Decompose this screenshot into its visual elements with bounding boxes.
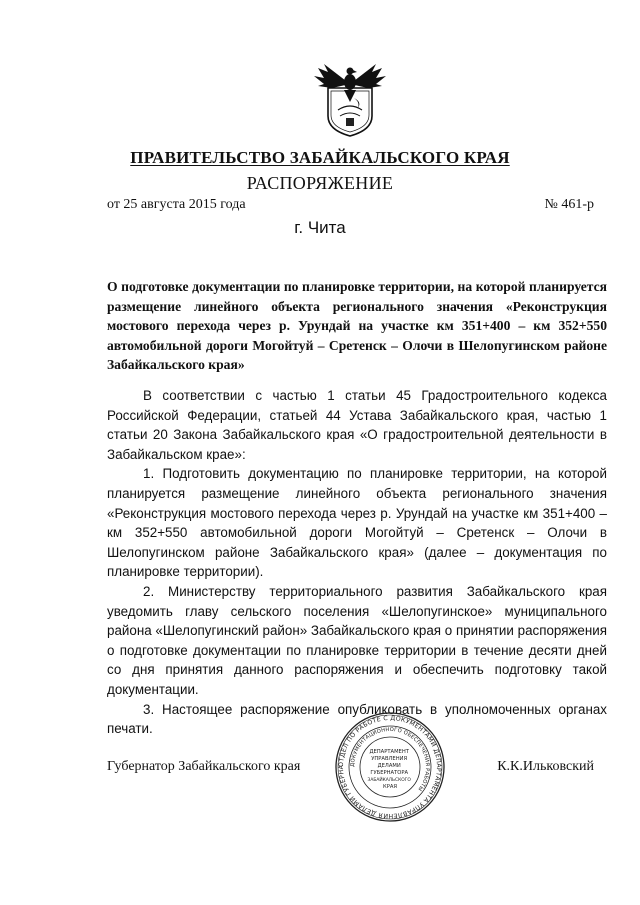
document-date: от 25 августа 2015 года — [107, 197, 246, 212]
document-subject: О подготовке документации по планировке территории, на которой планируется размещение линейного объекта регионального значения «Реконструкция мостового перехода через р. Урундай на участке км 351+400 – км 352+550 автомобильной дороги Могойтуй – Сретенск – Олочи в Шелопугинском районе Забайкальского края» — [107, 279, 607, 373]
signer-name: К.К.Ильковский — [497, 759, 594, 774]
coat-of-arms-eagle-icon — [310, 58, 390, 138]
stamp-center-line: ДЕПАРТАМЕНТ — [369, 749, 409, 755]
stamp-center-line: ДЕЛАМИ — [377, 763, 401, 769]
government-title: ПРАВИТЕЛЬСТВО ЗАБАЙКАЛЬСКОГО КРАЯ — [130, 148, 510, 167]
document-type: РАСПОРЯЖЕНИЕ — [246, 173, 394, 193]
body-item-1: 1. Подготовить документацию по планировке территории, на которой планируется размещение линейного объекта регионального значения «Реконструкция мостового перехода через р. Урундай на участке км 351+400 – км 352+550 автомобильной дороги Могойтуй – Сретенск – Олочи в Шелопугинском районе Забайкальского края» (далее – документация по планировке территории). — [107, 466, 607, 580]
svg-text:ДЕПАРТАМЕНТ УПРАВЛЕНИЯ — [368, 749, 413, 790]
document-body — [107, 386, 607, 739]
stamp-center-line: ЗАБАЙКАЛЬСКОГО — [367, 778, 411, 783]
round-seal-stamp — [334, 711, 446, 823]
stamp-center-line: ГУБЕРНАТОРА — [370, 770, 409, 776]
signer-role: Губернатор Забайкальского края — [107, 759, 301, 774]
stamp-inner-ring-text: ДОКУМЕНТАЦИОННОГО ОБЕСПЕЧЕНИЯ РАБОТЫ — [349, 726, 431, 792]
stamp-center-line: КРАЯ — [383, 784, 397, 790]
body-item-2: 2. Министерству территориального развития Забайкальского края уведомить главу сельского поселения «Шелопугинское» муниципального района «Шелопугинский район» Забайкальского края о принятии распоряжения о подготовке документации по планировке территории в течение десяти дней со дня принятия данного распоряжения и обеспечить подготовку такой документации. — [107, 583, 607, 697]
document-number: № 461-р — [544, 197, 594, 212]
body-item-3: 3. Настоящее распоряжение опубликовать в уполномоченных органах печати. — [107, 701, 607, 737]
stamp-outer-ring-text: ОТДЕЛ ПО РАБОТЕ С ДОКУМЕНТАМИ ДЕПАРТАМЕНТА УПРАВЛЕНИЯ ДЕЛАМИ ГУБЕРНА — [337, 714, 443, 820]
stamp-center-line: УПРАВЛЕНИЯ — [371, 756, 408, 762]
body-preamble: В соответствии с частью 1 статьи 45 Градостроительного кодекса Российской Федерации, статьей 44 Устава Забайкальского края, частью 1 статьи 20 Закона Забайкальского края «О градостроительной деятельности в Забайкальском крае»: — [107, 388, 607, 462]
document-city: г. Чита — [294, 218, 346, 237]
